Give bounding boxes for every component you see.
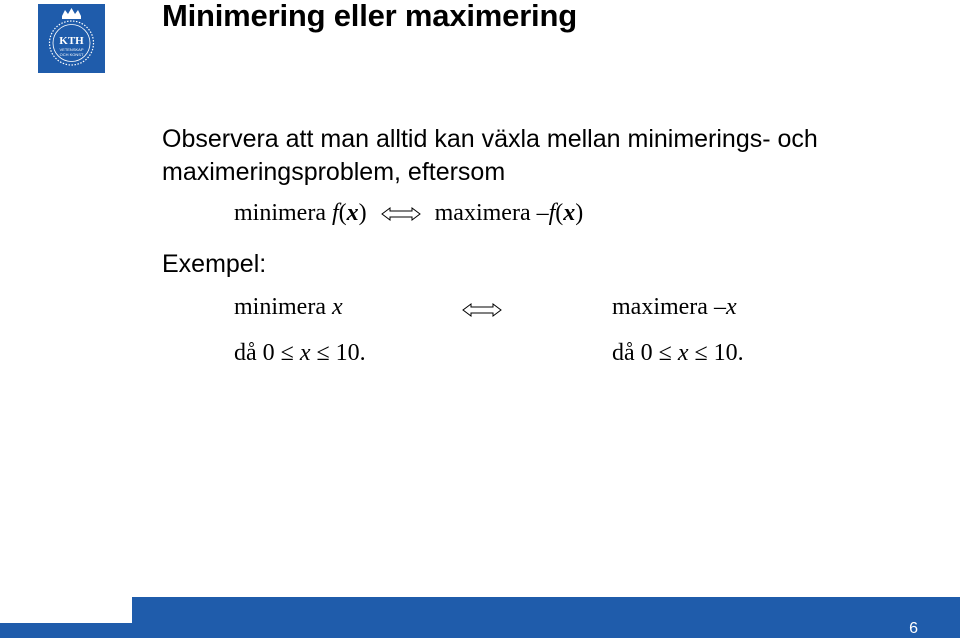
eq-right-minus: – (536, 200, 549, 226)
logo-subtext-1: VETENSKAP (59, 47, 84, 52)
example-equivalence-arrow-icon (462, 301, 502, 319)
cond-left-x: x (299, 340, 311, 366)
footer-bar (132, 597, 960, 638)
cond-right-x: x (677, 340, 689, 366)
example-minimize (234, 294, 343, 321)
cond-left-post: 10. (335, 340, 366, 366)
eq-left-word: minimera (234, 200, 326, 226)
example-condition-left (234, 340, 366, 367)
cond-right-leq-1: ≤ (658, 340, 672, 366)
cond-right-pre: då 0 (612, 340, 653, 366)
kth-logo-icon (38, 4, 105, 73)
ex-left-x: x (331, 294, 343, 320)
cond-left-pre: då 0 (234, 340, 275, 366)
page-number: 6 (909, 620, 918, 637)
logo-text: KTH (59, 35, 84, 47)
example-condition-right (612, 340, 744, 367)
eq-left-close: ) (358, 200, 367, 226)
eq-right-open: ( (555, 200, 564, 226)
example-maximize (612, 294, 737, 321)
intro-line-2: maximeringsproblem, eftersom (162, 158, 506, 186)
eq-left-f: f (331, 200, 339, 226)
example-arrow (462, 301, 502, 324)
intro-line-1: Observera att man alltid kan växla mellan minimerings- och (162, 125, 818, 153)
cond-right-leq-2: ≤ (694, 340, 708, 366)
cond-right-post: 10. (713, 340, 744, 366)
eq-right-word: maximera (434, 200, 531, 226)
eq-right-close: ) (575, 200, 584, 226)
equivalence-statement (234, 200, 583, 227)
ex-right-word: maximera (612, 294, 708, 320)
equivalence-arrow-icon (381, 205, 421, 223)
eq-right-f: f (548, 200, 556, 226)
cond-left-leq-2: ≤ (316, 340, 330, 366)
slide-title: Minimering eller maximering (162, 0, 577, 33)
logo-subtext-2: OCH KONST (59, 52, 84, 57)
intro-text (162, 123, 922, 189)
eq-right-x: x (563, 200, 576, 226)
eq-left-x: x (346, 200, 359, 226)
example-label: Exempel: (162, 250, 267, 278)
ex-right-x: x (725, 294, 737, 320)
ex-left-word: minimera (234, 294, 326, 320)
kth-logo (38, 4, 105, 73)
eq-left-open: ( (338, 200, 347, 226)
ex-right-minus: – (713, 294, 726, 320)
cond-left-leq-1: ≤ (280, 340, 294, 366)
footer-bar-left (0, 623, 132, 638)
